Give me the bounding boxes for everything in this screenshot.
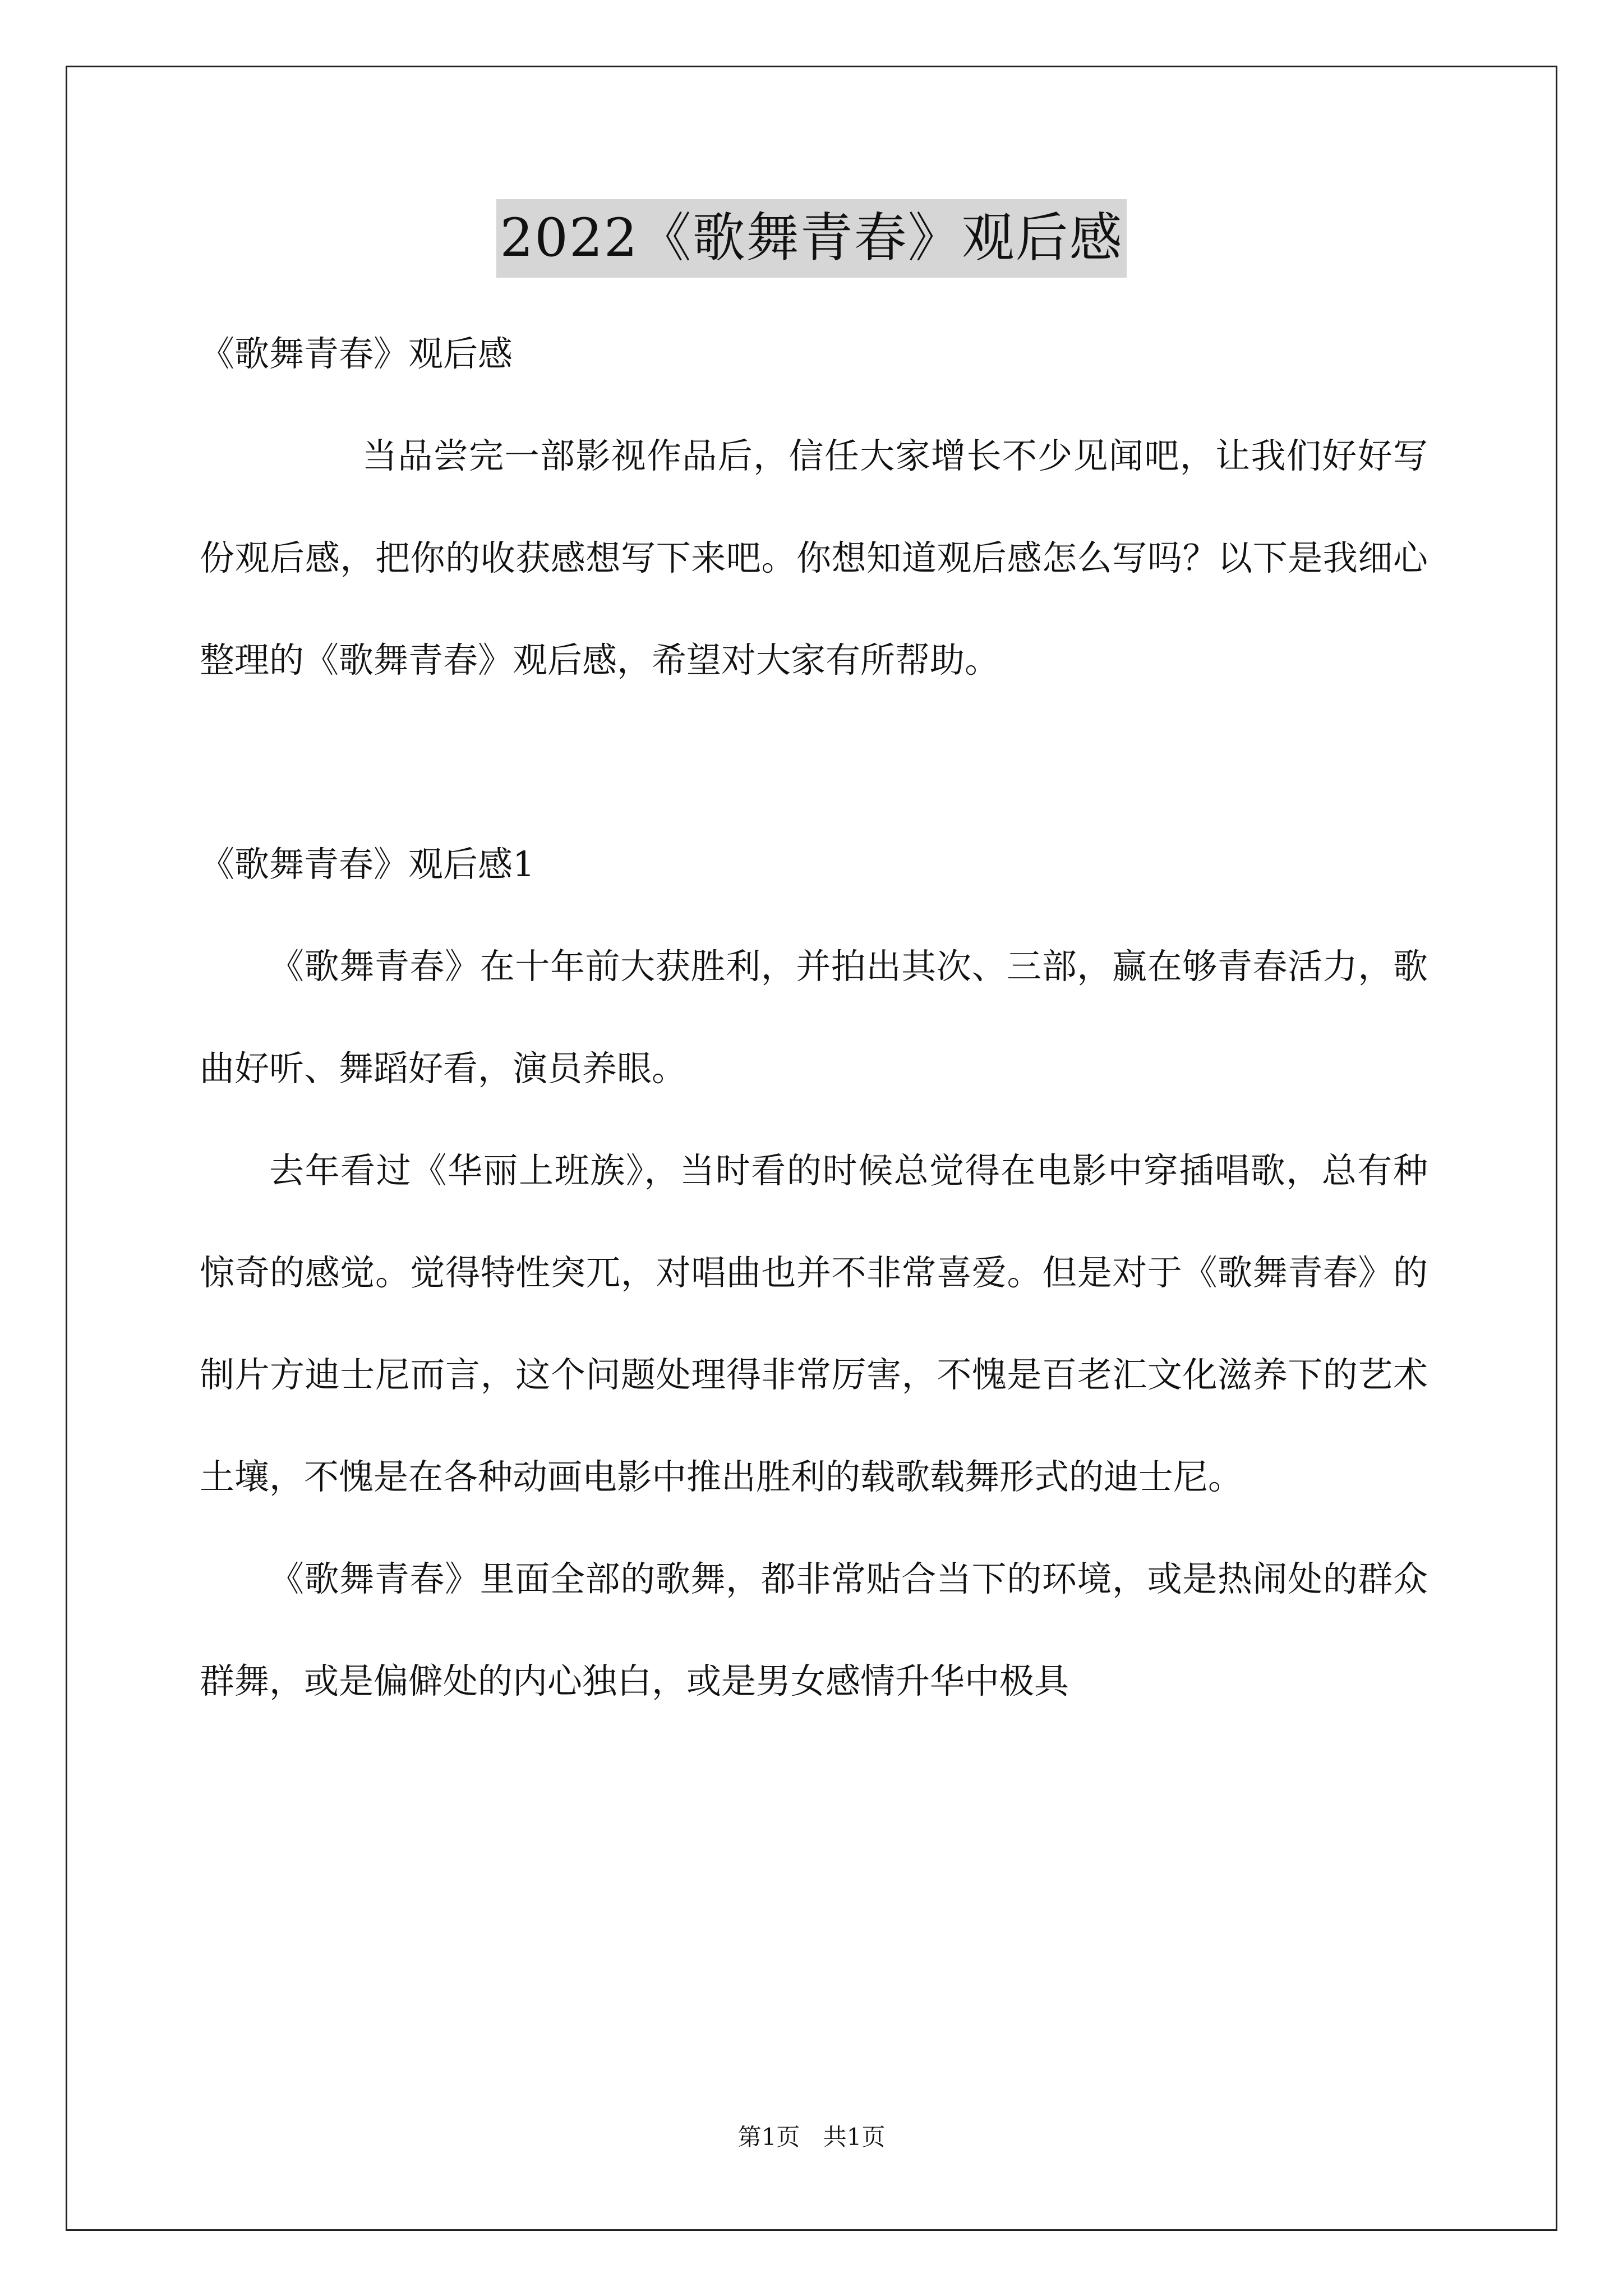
section-spacer xyxy=(200,711,1428,813)
body-paragraph: 《歌舞青春》在十年前大获胜利，并拍出其次、三部，赢在够青春活力，歌曲好听、舞蹈好看，演员养眼。 xyxy=(200,946,1428,1089)
document-body xyxy=(200,303,1428,1732)
page-number-current: 第1页 xyxy=(737,2123,800,2151)
body-paragraph: 去年看过《华丽上班族》，当时看的时候总觉得在电影中穿插唱歌，总有种惊奇的感觉。觉得特性突兀，对唱曲也并不非常喜爱。但是对于《歌舞青春》的制片方迪士尼而言，这个问题处理得非常厉害，不愧是百老汇文化滋养下的艺术土壤，不愧是在各种动画电影中推出胜利的载歌载舞形式的迪士尼。 xyxy=(200,1150,1428,1497)
intro-heading: 《歌舞青春》观后感 xyxy=(200,333,513,374)
title-container xyxy=(0,199,1623,278)
section-heading: 《歌舞青春》观后感1 xyxy=(200,844,535,885)
body-paragraph: 《歌舞青春》里面全部的歌舞，都非常贴合当下的环境，或是热闹处的群众群舞，或是偏僻处的内心独白，或是男女感情升华中极具 xyxy=(200,1558,1428,1701)
intro-paragraph: 当品尝完一部影视作品后，信任大家增长不少见闻吧，让我们好好写份观后感，把你的收获感想写下来吧。你想知道观后感怎么写吗？以下是我细心整理的《歌舞青春》观后感，希望对大家有所帮助。 xyxy=(200,435,1428,680)
document-title: 2022《歌舞青春》观后感 xyxy=(496,199,1126,278)
page-number-total: 共1页 xyxy=(823,2123,886,2151)
page-footer xyxy=(0,2120,1623,2154)
